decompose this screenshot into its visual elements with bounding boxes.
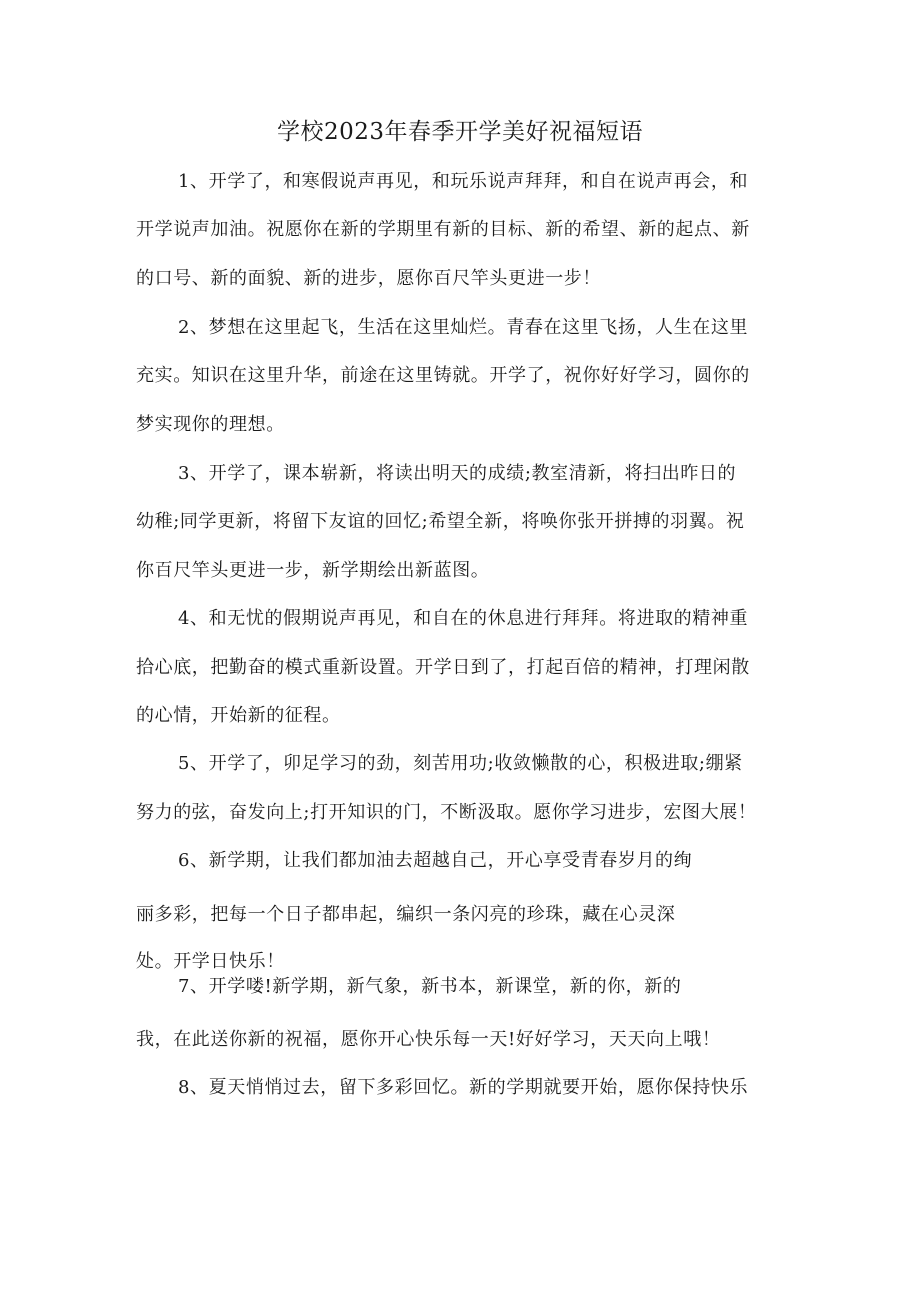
page-title: 学校2023年春季开学美好祝福短语 (276, 119, 644, 145)
paragraph-5-line-2: 努力的弦，奋发向上;打开知识的门，不断汲取。愿你学习进步，宏图大展！ (136, 802, 757, 823)
paragraph-8-line-1: 8、夏天悄悄过去，留下多彩回忆。新的学期就要开始，愿你保持快乐 (178, 1077, 749, 1098)
paragraph-1-line-2: 开学说声加油。祝愿你在新的学期里有新的目标、新的希望、新的起点、新 (136, 219, 750, 240)
paragraph-3-line-1: 3、开学了，课本崭新，将读出明天的成绩;教室清新，将扫出昨日的 (178, 463, 737, 484)
paragraph-4-line-3: 的心情，开始新的征程。 (136, 705, 341, 726)
paragraph-4-line-2: 拾心底，把勤奋的模式重新设置。开学日到了，打起百倍的精神，打理闲散 (136, 657, 750, 678)
paragraph-3-line-2: 幼稚;同学更新，将留下友谊的回忆;希望全新，将唤你张开拼搏的羽翼。祝 (136, 511, 745, 532)
paragraph-2-line-3: 梦实现你的理想。 (136, 414, 285, 435)
paragraph-6-line-1: 6、新学期，让我们都加油去超越自己，开心享受青春岁月的绚 (178, 850, 693, 871)
paragraph-4-line-1: 4、和无忧的假期说声再见，和自在的休息进行拜拜。将进取的精神重 (178, 608, 749, 629)
paragraph-6-line-2: 丽多彩，把每一个日子都串起，编织一条闪亮的珍珠，藏在心灵深 (136, 904, 676, 925)
paragraph-1-line-3: 的口号、新的面貌、新的进步，愿你百尺竿头更进一步！ (136, 268, 601, 289)
paragraph-2-line-1: 2、梦想在这里起飞，生活在这里灿烂。青春在这里飞扬，人生在这里 (178, 317, 749, 338)
paragraph-7-line-2: 我，在此送你新的祝福，愿你开心快乐每一天!好好学习，天天向上哦！ (136, 1029, 721, 1050)
paragraph-3-line-3: 你百尺竿头更进一步，新学期绘出新蓝图。 (136, 560, 490, 581)
paragraph-2-line-2: 充实。知识在这里升华，前途在这里铸就。开学了，祝你好好学习，圆你的 (136, 365, 750, 386)
paragraph-5-line-1: 5、开学了，卯足学习的劲，刻苦用功;收敛懒散的心，积极进取;绷紧 (178, 753, 743, 774)
paragraph-6-line-3: 处。开学日快乐！ (136, 951, 285, 972)
paragraph-7-line-1: 7、开学喽!新学期，新气象，新书本，新课堂，新的你，新的 (178, 976, 682, 997)
paragraph-1-line-1: 1、开学了，和寒假说声再见，和玩乐说声拜拜，和自在说声再会，和 (178, 171, 749, 192)
